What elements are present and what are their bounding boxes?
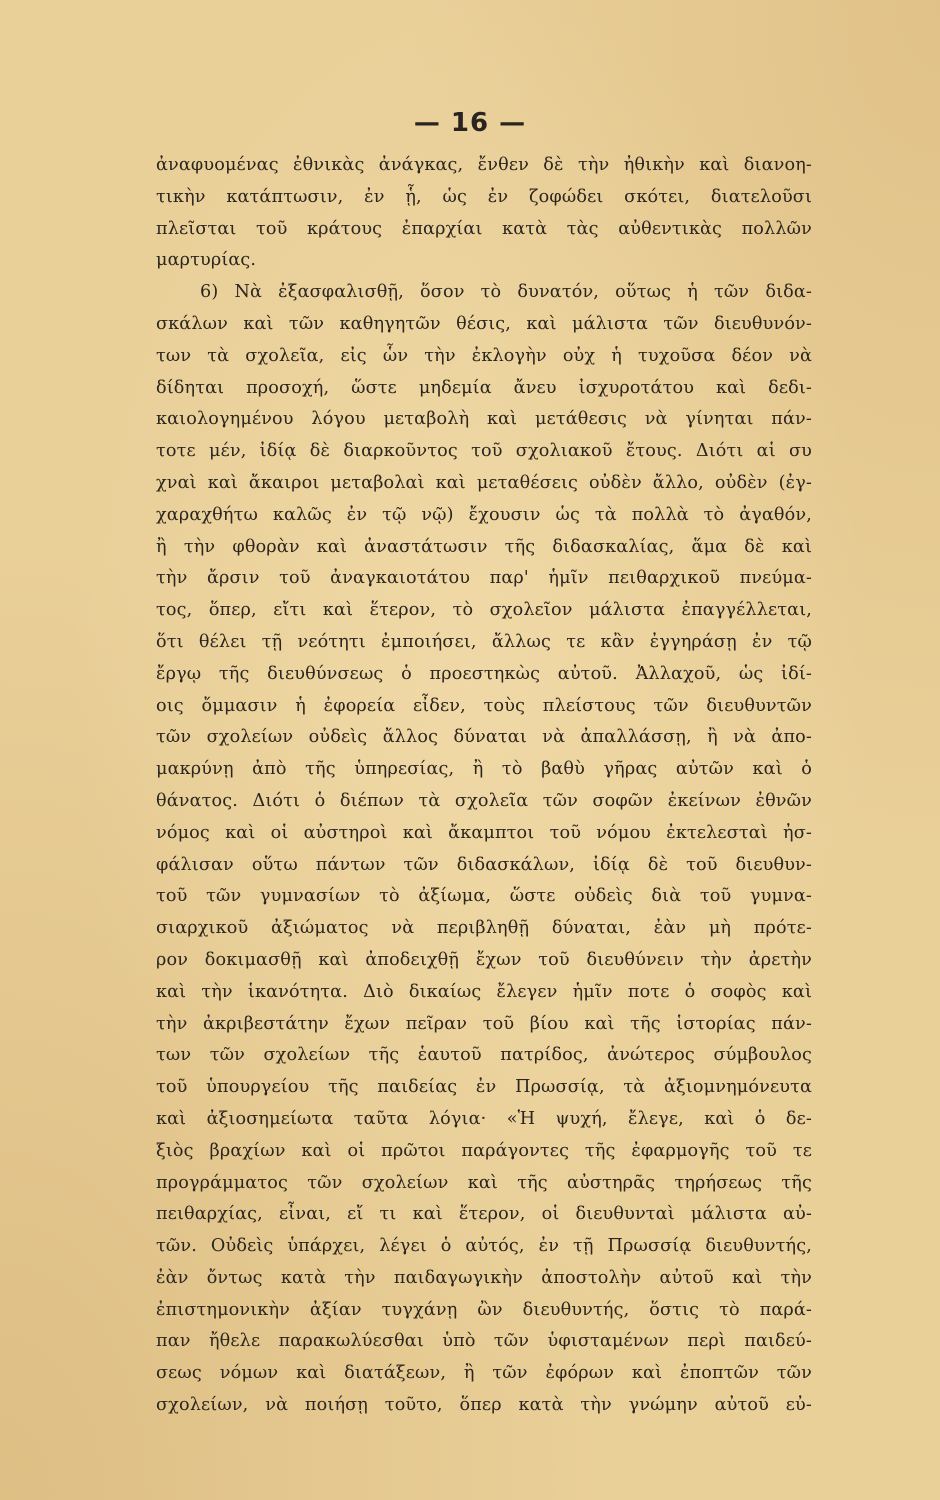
text-line: μακρύνῃ ἀπὸ τῆς ὑπηρεσίας, ἢ τὸ βαθὺ γῆρας αὐτῶν καὶ ὁ: [156, 759, 812, 780]
text-line: πλεῖσται τοῦ κράτους ἐπαρχίαι κατὰ τὰς αὐθεντικὰς πολλῶν: [156, 218, 812, 239]
text-line: σκάλων καὶ τῶν καθηγητῶν θέσις, καὶ μάλιστα τῶν διευθυνόν-: [156, 313, 812, 334]
text-line: ἐὰν ὄντως κατὰ τὴν παιδαγωγικὴν ἀποστολὴν αὐτοῦ καὶ τὴν: [156, 1267, 812, 1288]
text-line: καιολογημένου λόγου μεταβολὴ καὶ μετάθεσις νὰ γίνηται πάν-: [156, 409, 812, 430]
text-line: σεως νόμων καὶ διατάξεων, ἢ τῶν ἐφόρων καὶ ἐποπτῶν τῶν: [156, 1363, 812, 1384]
text-line: σιαρχικοῦ ἀξιώματος νὰ περιβληθῇ δύναται, ἐὰν μὴ πρότε-: [156, 918, 812, 939]
text-line: ρον δοκιμασθῇ καὶ ἀποδειχθῇ ἔχων τοῦ διευθύνειν τὴν ἀρετὴν: [156, 949, 812, 970]
text-line: χαραχθήτω καλῶς ἐν τῷ νῷ) ἔχουσιν ὡς τὰ πολλὰ τὸ ἀγαθόν,: [156, 504, 812, 525]
text-line: τὴν ἀκριβεστάτην ἔχων πεῖραν τοῦ βίου καὶ τῆς ἱστορίας πάν-: [156, 1013, 812, 1034]
text-line: τῶν. Οὐδεὶς ὑπάρχει, λέγει ὁ αὐτός, ἐν τῇ Πρωσσίᾳ διευθυντής,: [156, 1236, 812, 1257]
text-line: φάλισαν οὕτω πάντων τῶν διδασκάλων, ἰδίᾳ δὲ τοῦ διευθυν-: [156, 854, 812, 875]
text-line: ἀναφυομένας ἐθνικὰς ἀνάγκας, ἔνθεν δὲ τὴν ἠθικὴν καὶ διανοη-: [156, 155, 812, 175]
text-line: τοῦ ὑπουργείου τῆς παιδείας ἐν Πρωσσίᾳ, τὰ ἀξιομνημόνευτα: [156, 1077, 812, 1098]
text-line: τῶν σχολείων οὐδεὶς ἄλλος δύναται νὰ ἀπαλλάσσῃ, ἢ νὰ ἀπο-: [156, 727, 812, 748]
text-line: ἔργῳ τῆς διευθύνσεως ὁ προεστηκὼς αὐτοῦ. Ἀλλαχοῦ, ὡς ἰδί-: [156, 663, 812, 684]
body-text: [156, 150, 812, 1422]
text-line: καὶ τὴν ἱκανότητα. Διὸ δικαίως ἔλεγεν ἡμῖν ποτε ὁ σοφὸς καὶ: [156, 981, 812, 1002]
text-line: θάνατος. Διότι ὁ διέπων τὰ σχολεῖα τῶν σοφῶν ἐκείνων ἐθνῶν: [156, 790, 812, 811]
page-number: — 16 —: [413, 108, 527, 138]
text-line: τικὴν κατάπτωσιν, ἐν ᾗ, ὡς ἐν ζοφώδει σκότει, διατελοῦσι: [156, 186, 812, 207]
text-line: προγράμματος τῶν σχολείων καὶ τῆς αὐστηρᾶς τηρήσεως τῆς: [156, 1172, 812, 1193]
text-line: τος, ὅπερ, εἴτι καὶ ἕτερον, τὸ σχολεῖον μάλιστα ἐπαγγέλλεται,: [156, 600, 812, 621]
text-line: χναὶ καὶ ἄκαιροι μεταβολαὶ καὶ μεταθέσεις οὐδὲν ἄλλο, οὐδὲν (ἐγ-: [156, 472, 812, 493]
text-line: δίδηται προσοχή, ὥστε μηδεμία ἄνευ ἰσχυροτάτου καὶ δεδι-: [156, 377, 812, 398]
text-line: σχολείων, νὰ ποιήσῃ τοῦτο, ὅπερ κατὰ τὴν γνώμην αὐτοῦ εὐ-: [156, 1395, 812, 1416]
text-line: ἐπιστημονικὴν ἀξίαν τυγχάνῃ ὢν διευθυντής, ὅστις τὸ παρά-: [156, 1299, 812, 1320]
text-line: μαρτυρίας.: [156, 250, 257, 271]
text-line: πειθαρχίας, εἶναι, εἴ τι καὶ ἕτερον, οἱ διευθυνταὶ μάλιστα αὐ-: [156, 1204, 812, 1225]
text-line: των τῶν σχολείων τῆς ἑαυτοῦ πατρίδος, ἀνώτερος σύμβουλος: [156, 1045, 812, 1066]
text-line: καὶ ἀξιοσημείωτα ταῦτα λόγια· «Ἡ ψυχή, ἔλεγε, καὶ ὁ δε-: [156, 1108, 812, 1129]
text-line: 6) Νὰ ἐξασφαλισθῇ, ὅσον τὸ δυνατόν, οὕτως ἡ τῶν διδα-: [200, 282, 812, 303]
text-line: τοτε μέν, ἰδίᾳ δὲ διαρκοῦντος τοῦ σχολιακοῦ ἔτους. Διότι αἱ συ: [156, 441, 812, 462]
text-line: τοῦ τῶν γυμνασίων τὸ ἀξίωμα, ὥστε οὐδεὶς διὰ τοῦ γυμνα-: [156, 886, 812, 907]
text-line: ἢ τὴν φθορὰν καὶ ἀναστάτωσιν τῆς διδασκαλίας, ἅμα δὲ καὶ: [156, 536, 812, 557]
text-line: τὴν ἄρσιν τοῦ ἀναγκαιοτάτου παρ' ἡμῖν πειθαρχικοῦ πνεύμα-: [156, 568, 812, 589]
text-line: οις ὄμμασιν ἡ ἐφορεία εἶδεν, τοὺς πλείστους τῶν διευθυντῶν: [156, 695, 812, 716]
text-line: ὅτι θέλει τῇ νεότητι ἐμποιήσει, ἄλλως τε κἂν ἐγγηράσῃ ἐν τῷ: [156, 631, 812, 652]
text-line: ξιὸς βραχίων καὶ οἱ πρῶτοι παράγοντες τῆς ἐφαρμογῆς τοῦ τε: [156, 1140, 812, 1161]
text-line: νόμος καὶ οἱ αὐστηροὶ καὶ ἄκαμπτοι τοῦ νόμου ἐκτελεσταὶ ἠσ-: [156, 822, 812, 843]
text-line: παν ἤθελε παρακωλύεσθαι ὑπὸ τῶν ὑφισταμένων περὶ παιδεύ-: [156, 1331, 812, 1352]
text-line: των τὰ σχολεῖα, εἰς ὧν τὴν ἐκλογὴν οὐχ ἡ τυχοῦσα δέον νὰ: [156, 345, 812, 366]
